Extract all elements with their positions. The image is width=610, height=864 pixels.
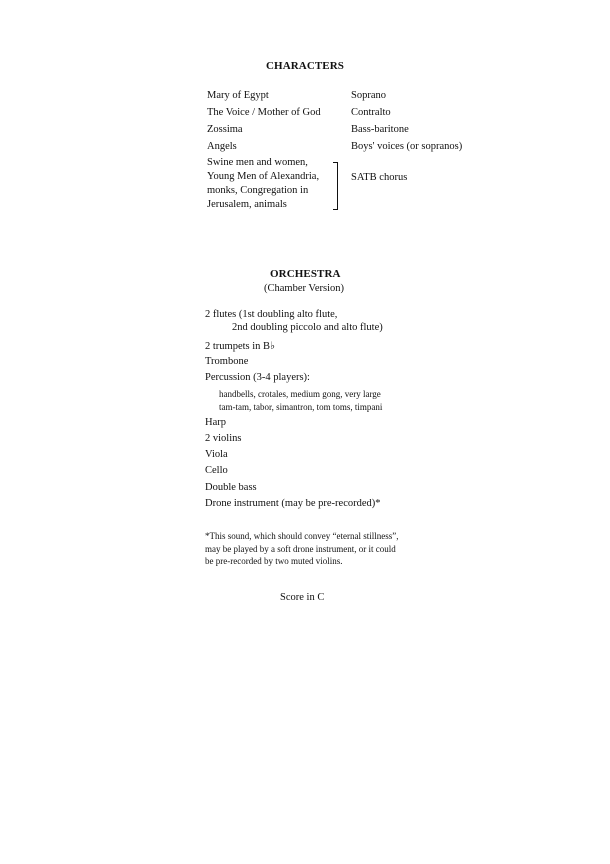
instrument-trombone: Trombone (205, 356, 249, 367)
instrument-percussion: Percussion (3-4 players): (205, 372, 310, 383)
instrument-viola: Viola (205, 449, 228, 460)
chorus-line: Swine men and women, (207, 157, 308, 168)
orchestra-heading: ORCHESTRA (270, 268, 341, 280)
footnote (205, 530, 398, 568)
chorus-line: Jerusalem, animals (207, 199, 287, 210)
character-voice: Boys' voices (or sopranos) (351, 141, 463, 152)
instrument-flutes-detail: 2nd doubling piccolo and alto flute) (232, 322, 383, 333)
character-voice: Soprano (351, 90, 386, 101)
footnote-line: *This sound, which should convey “eternal stillness”, (205, 531, 399, 541)
character-voice: Contralto (351, 107, 391, 118)
instrument-harp: Harp (205, 417, 226, 428)
character-name: The Voice / Mother of God (207, 107, 321, 118)
instrument-drone: Drone instrument (may be pre-recorded)* (205, 498, 381, 509)
chorus-line: Young Men of Alexandria, (207, 171, 320, 182)
orchestra-subheading: (Chamber Version) (264, 283, 344, 294)
footnote-line: may be played by a soft drone instrument, or it could (205, 543, 396, 554)
percussion-detail: handbells, crotales, medium gong, very large (219, 389, 381, 399)
instrument-trumpets: 2 trumpets in B♭ (205, 341, 275, 352)
instrument-double-bass: Double bass (205, 482, 257, 493)
character-name: Zossima (207, 124, 243, 135)
instrument-violins: 2 violins (205, 433, 242, 444)
instrument-cello: Cello (205, 465, 228, 476)
chorus-bracket (333, 162, 338, 210)
footnote-line: be pre-recorded by two muted violins. (205, 556, 343, 566)
percussion-detail: tam-tam, tabor, simantron, tom toms, timpani (219, 402, 383, 412)
chorus-line: monks, Congregation in (207, 185, 309, 196)
character-name: Mary of Egypt (207, 90, 269, 101)
score-note: Score in C (280, 592, 325, 603)
characters-heading: CHARACTERS (266, 60, 345, 72)
character-voice: Bass-baritone (351, 124, 409, 135)
instrument-flutes: 2 flutes (1st doubling alto flute, (205, 309, 338, 320)
chorus-characters (207, 156, 319, 212)
character-name: Angels (207, 141, 237, 152)
chorus-voice: SATB chorus (351, 172, 408, 183)
